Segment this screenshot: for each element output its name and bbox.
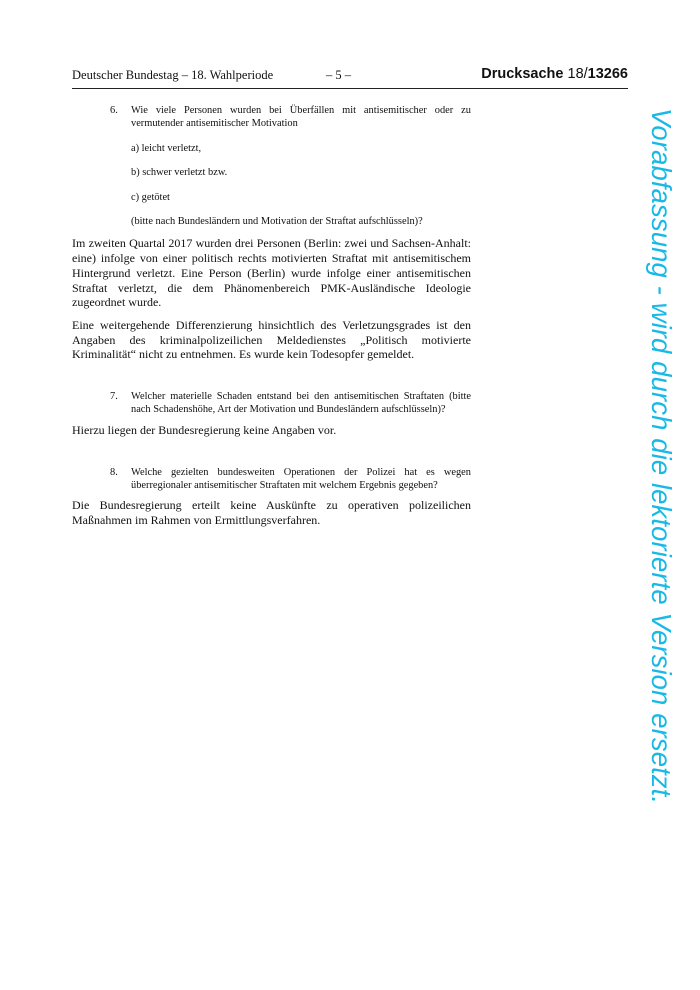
question-6-item-b: b) schwer verletzt bzw. xyxy=(131,167,228,179)
question-6-item-c: c) getötet xyxy=(131,191,170,203)
question-text: Welche gezielten bundesweiten Operationen der Polizei hat es wegen überregionaler antisemitischer Straftaten mit welchem Ergebnis gegeben? xyxy=(131,466,471,491)
question-7 xyxy=(72,390,471,417)
answer-6-paragraph-2: Eine weitergehende Differenzierung hinsichtlich des Verletzungsgrades ist den Angaben des kriminalpolizeilichen Meldedienstes „Politisch motivierte Kriminalität“ nicht zu entnehmen. Es wurde kein Todesopfer gemeldet. xyxy=(72,317,471,362)
question-number: 7. xyxy=(110,391,118,403)
question-6-note: (bitte nach Bundesländern und Motivation der Straftat aufschlüsseln)? xyxy=(131,216,423,228)
question-6-item-a: a) leicht verletzt, xyxy=(131,142,202,154)
answer-6-paragraph-1: Im zweiten Quartal 2017 wurden drei Personen (Berlin: zwei und Sachsen-Anhalt: eine) infolge von einer politisch rechts motivierten Straftat mit antisemitischem Hintergrund verletzt. Eine Person (Berlin) wurde infolge einer antisemitischen Straftat verletzt, die dem Phänomenbereich PMK-Ausländische Ideologie zugeordnet wurde. xyxy=(72,236,471,310)
drucksache-prefix: 18/ xyxy=(563,66,588,82)
page-header xyxy=(72,66,628,89)
question-6 xyxy=(72,104,471,131)
header-parliament-label: Deutscher Bundestag – 18. Wahlperiode xyxy=(72,68,274,82)
question-8 xyxy=(72,466,471,493)
answer-8: Die Bundesregierung erteilt keine Auskünfte zu operativen polizeilichen Maßnahmen im Rahmen von Ermittlungsverfahren. xyxy=(72,498,471,528)
question-text: Welcher materielle Schaden entstand bei den antisemitischen Straftaten (bitte nach Schadenshöhe, Art der Motivation und Bundesländern aufschlüsseln)? xyxy=(131,391,471,416)
drucksache-label: Drucksache xyxy=(481,66,564,82)
question-number: 8. xyxy=(110,466,118,478)
page-number: – 5 – xyxy=(326,68,351,82)
draft-watermark: Vorabfassung - wird durch die lektorierte Version ersetzt. xyxy=(646,108,677,805)
document-number xyxy=(481,66,628,82)
question-text: Wie viele Personen wurden bei Überfällen mit antisemitischer oder zu vermutender antisemitischer Motivation xyxy=(131,105,471,130)
question-number: 6. xyxy=(110,105,118,116)
page-content xyxy=(72,104,471,536)
answer-7: Hierzu liegen der Bundesregierung keine Angaben vor. xyxy=(72,422,337,437)
drucksache-number: 13266 xyxy=(587,66,628,82)
